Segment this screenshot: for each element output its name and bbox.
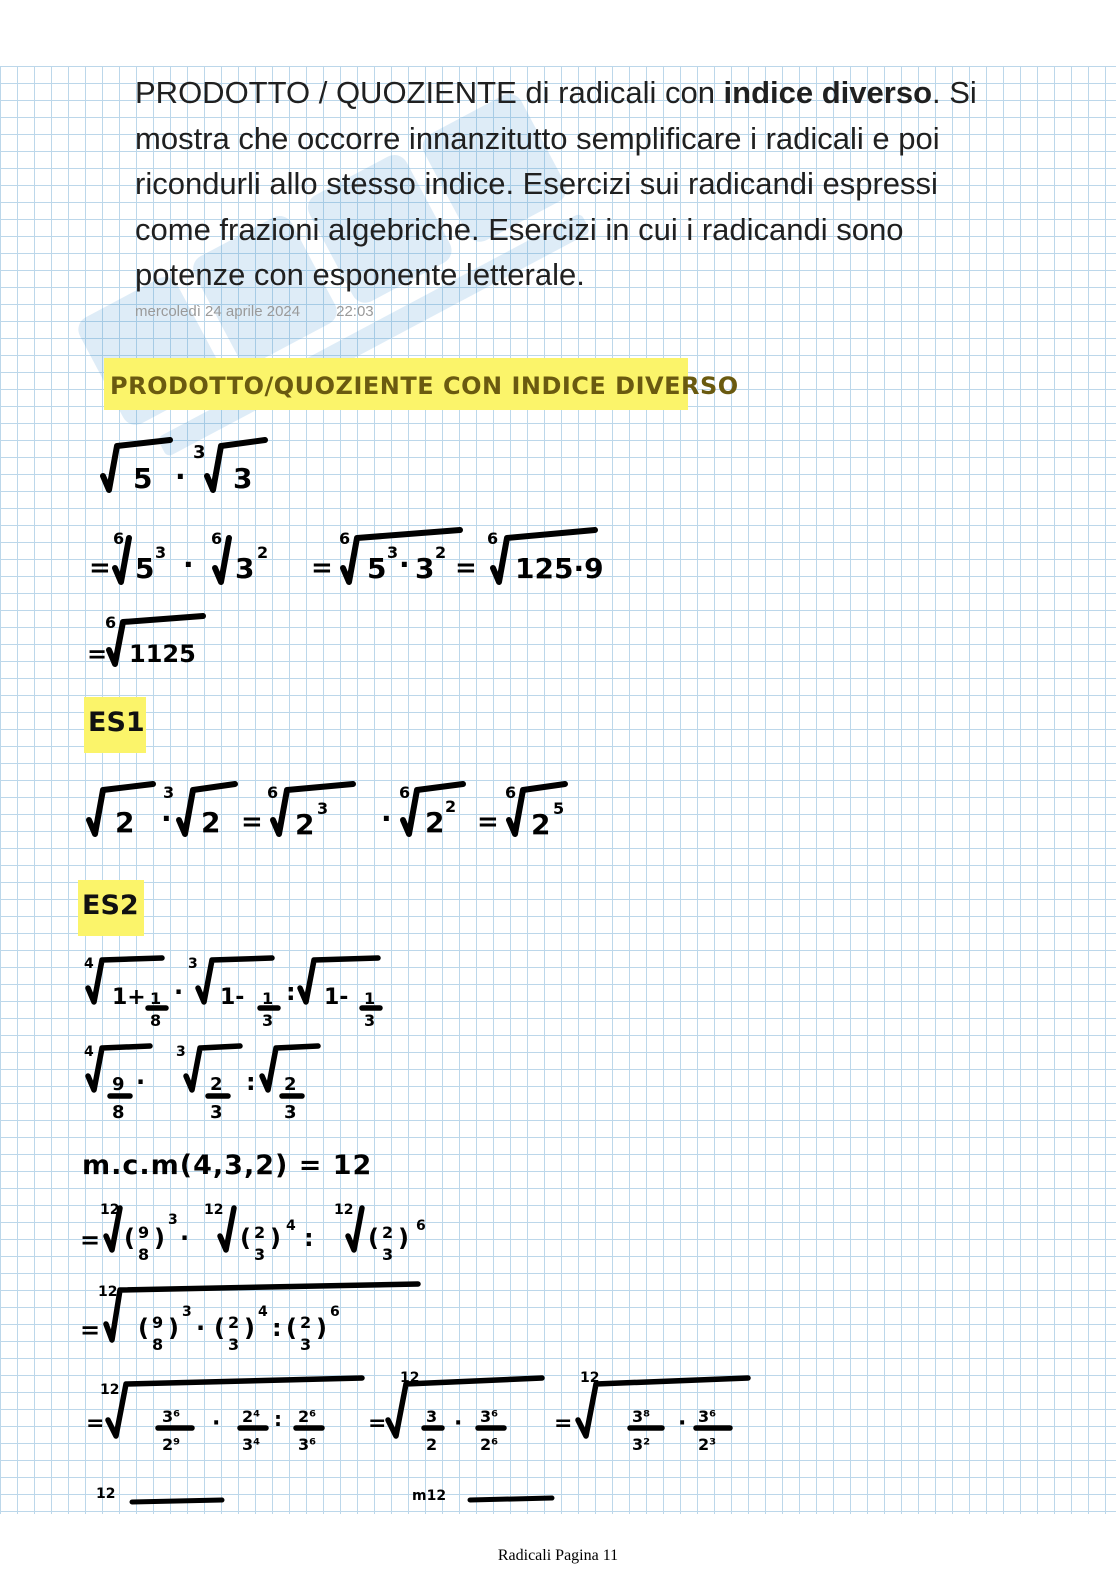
es2-label: ES2: [82, 890, 139, 921]
svg-text:·: ·: [161, 802, 172, 835]
heading-bold: indice diverso: [723, 75, 933, 110]
heading-text-2: . Si mostra che occorre innanzitutto semplificare i radicali e poi ricondurli allo stesso indice. Esercizi sui radicandi espressi come frazioni algebriche. Esercizi in cui i radicandi sono potenze con esponente letterale.: [135, 75, 977, 292]
svg-text:2: 2: [435, 543, 447, 562]
svg-text:6: 6: [330, 1304, 340, 1320]
svg-text:·: ·: [136, 1068, 146, 1096]
svg-text:·: ·: [454, 1411, 463, 1436]
svg-text::: :: [286, 978, 296, 1006]
svg-text:125·9: 125·9: [515, 552, 604, 585]
math-es1: [85, 768, 585, 848]
svg-text:12: 12: [400, 1370, 420, 1386]
line-a-text: [0, 0, 1, 1]
svg-text:1: 1: [364, 989, 376, 1008]
svg-text:(: (: [240, 1224, 251, 1252]
svg-text:8: 8: [112, 1102, 125, 1123]
svg-text:·: ·: [196, 1314, 206, 1342]
svg-text:2⁶: 2⁶: [298, 1407, 317, 1426]
svg-text::: :: [246, 1068, 256, 1096]
svg-text:12: 12: [98, 1284, 118, 1300]
svg-text:=: =: [368, 1411, 387, 1436]
svg-text:3²: 3²: [632, 1435, 651, 1454]
svg-text:2: 2: [445, 797, 457, 816]
svg-text:3: 3: [188, 956, 198, 972]
svg-text:(: (: [124, 1224, 135, 1252]
svg-text:6: 6: [416, 1218, 426, 1234]
svg-text:3⁸: 3⁸: [632, 1407, 651, 1426]
svg-text:3: 3: [284, 1102, 297, 1123]
svg-text:12: 12: [100, 1202, 120, 1218]
svg-text:6: 6: [105, 613, 117, 632]
svg-text:3: 3: [182, 1304, 192, 1320]
svg-text:2⁶: 2⁶: [480, 1435, 499, 1454]
svg-text::: :: [274, 1407, 282, 1431]
svg-text:): ): [316, 1314, 327, 1342]
svg-text:2: 2: [257, 543, 269, 562]
svg-text:(: (: [214, 1314, 225, 1342]
note-heading: [135, 70, 1015, 298]
svg-text:4: 4: [258, 1304, 268, 1320]
svg-text:·: ·: [180, 1224, 190, 1252]
svg-text:3: 3: [382, 1245, 394, 1264]
svg-text:1-: 1-: [324, 985, 349, 1010]
svg-text:3: 3: [168, 1212, 178, 1228]
svg-text:12: 12: [334, 1202, 354, 1218]
svg-text:=: =: [80, 1226, 101, 1254]
svg-text:3: 3: [228, 1335, 240, 1354]
svg-text:9: 9: [138, 1223, 150, 1242]
svg-text::: :: [304, 1224, 314, 1252]
svg-text:·: ·: [183, 548, 194, 581]
handwritten-title: PRODOTTO/QUOZIENTE CON INDICE DIVERSO: [110, 372, 739, 400]
svg-text:5: 5: [135, 552, 155, 585]
svg-text:3: 3: [163, 783, 175, 802]
svg-text:1: 1: [262, 989, 274, 1008]
svg-text:=: =: [554, 1411, 573, 1436]
svg-text:3: 3: [364, 1011, 376, 1030]
math-line-a: [95, 428, 295, 498]
svg-text:5: 5: [367, 552, 387, 585]
svg-text:=: =: [89, 553, 111, 583]
svg-text:6: 6: [211, 529, 223, 548]
svg-text:3⁶: 3⁶: [698, 1407, 717, 1426]
math-text-equivalents: [0, 0, 1, 1]
svg-text:4: 4: [84, 1044, 94, 1060]
note-timestamp: [135, 303, 374, 320]
svg-text:3: 3: [254, 1245, 266, 1264]
svg-text:3: 3: [235, 552, 255, 585]
svg-text:(: (: [286, 1314, 297, 1342]
math-line-b: [85, 516, 615, 596]
svg-text:12: 12: [580, 1370, 600, 1386]
svg-text:): ): [154, 1224, 165, 1252]
svg-text:2: 2: [201, 806, 221, 839]
math-es2-line4: [80, 1280, 440, 1370]
math-es2-line2: [82, 1040, 342, 1130]
svg-text:=: =: [86, 1411, 105, 1436]
svg-text:2: 2: [426, 1435, 438, 1454]
svg-text:3: 3: [300, 1335, 312, 1354]
svg-text:6: 6: [505, 783, 517, 802]
svg-text:1125: 1125: [129, 640, 196, 668]
svg-text:·: ·: [174, 978, 184, 1006]
svg-text:2: 2: [254, 1223, 266, 1242]
svg-text:(: (: [138, 1314, 149, 1342]
svg-text:1-: 1-: [220, 985, 245, 1010]
svg-text:8: 8: [150, 1011, 162, 1030]
svg-text:5: 5: [133, 462, 153, 495]
svg-text:8: 8: [152, 1335, 164, 1354]
svg-text:2: 2: [531, 808, 551, 841]
svg-text:2: 2: [382, 1223, 394, 1242]
svg-text:·: ·: [381, 802, 392, 835]
svg-text:=: =: [87, 640, 108, 668]
svg-text:9: 9: [112, 1074, 125, 1095]
svg-text:6: 6: [267, 783, 279, 802]
svg-text:6: 6: [339, 529, 351, 548]
math-cutoff-line: [92, 1480, 562, 1510]
math-es2-line5: [82, 1370, 772, 1480]
svg-text:4: 4: [84, 956, 94, 972]
svg-text:3: 3: [415, 552, 435, 585]
svg-text:3⁶: 3⁶: [298, 1435, 317, 1454]
note-date: mercoledì 24 aprile 2024: [135, 303, 301, 320]
svg-text:8: 8: [138, 1245, 150, 1264]
svg-text:2: 2: [425, 806, 445, 839]
svg-text:=: =: [311, 553, 333, 583]
svg-text:3: 3: [426, 1407, 438, 1426]
svg-text:): ): [168, 1314, 179, 1342]
svg-text:3: 3: [176, 1044, 186, 1060]
svg-text:(: (: [368, 1224, 379, 1252]
svg-text:2: 2: [228, 1313, 240, 1332]
heading-text-1: PRODOTTO / QUOZIENTE di radicali con: [135, 75, 724, 110]
svg-text:3: 3: [387, 543, 399, 562]
svg-text:2: 2: [115, 806, 135, 839]
svg-text:2: 2: [210, 1074, 223, 1095]
svg-text:·: ·: [399, 548, 410, 581]
svg-text:1: 1: [150, 989, 162, 1008]
svg-text:2³: 2³: [698, 1435, 717, 1454]
svg-text:3: 3: [155, 543, 167, 562]
math-lcm: m.c.m(4,3,2) = 12: [82, 1150, 373, 1181]
svg-text:): ): [270, 1224, 281, 1252]
svg-text::: :: [272, 1314, 282, 1342]
svg-text:6: 6: [399, 783, 411, 802]
math-line-c: [85, 604, 245, 674]
svg-text:5: 5: [553, 799, 565, 818]
svg-text:3⁶: 3⁶: [162, 1407, 181, 1426]
svg-text:·: ·: [212, 1411, 221, 1436]
svg-text:=: =: [455, 553, 477, 583]
svg-text:1+: 1+: [112, 985, 146, 1010]
svg-text:6: 6: [113, 529, 125, 548]
page-footer: Radicali Pagina 11: [497, 1547, 619, 1564]
svg-text:3: 3: [193, 442, 206, 463]
svg-text:): ): [244, 1314, 255, 1342]
es1-label: ES1: [88, 707, 145, 738]
note-time: 22:03: [336, 303, 374, 320]
svg-text:=: =: [241, 807, 263, 837]
svg-text:4: 4: [286, 1218, 296, 1234]
svg-text:·: ·: [678, 1411, 687, 1436]
svg-text:): ): [398, 1224, 409, 1252]
svg-text:2: 2: [295, 808, 315, 841]
svg-text:6: 6: [487, 529, 499, 548]
svg-text:=: =: [80, 1316, 101, 1344]
svg-text:3: 3: [262, 1011, 274, 1030]
svg-text:2⁴: 2⁴: [242, 1407, 261, 1426]
svg-text:12: 12: [100, 1382, 120, 1398]
svg-text:3: 3: [317, 799, 329, 818]
svg-text:3⁶: 3⁶: [480, 1407, 499, 1426]
svg-text:12: 12: [96, 1486, 116, 1502]
svg-text:9: 9: [152, 1313, 164, 1332]
svg-text:=: =: [477, 807, 499, 837]
svg-text:·: ·: [175, 460, 186, 493]
math-es2-line3: [80, 1196, 460, 1276]
svg-text:12: 12: [204, 1202, 224, 1218]
math-es2-line1: [82, 952, 392, 1032]
svg-text:m12: m12: [412, 1488, 447, 1504]
svg-text:2: 2: [284, 1074, 297, 1095]
svg-text:3: 3: [210, 1102, 223, 1123]
svg-text:2⁹: 2⁹: [162, 1435, 181, 1454]
svg-text:2: 2: [300, 1313, 312, 1332]
svg-text:3: 3: [233, 462, 253, 495]
svg-text:3⁴: 3⁴: [242, 1435, 261, 1454]
